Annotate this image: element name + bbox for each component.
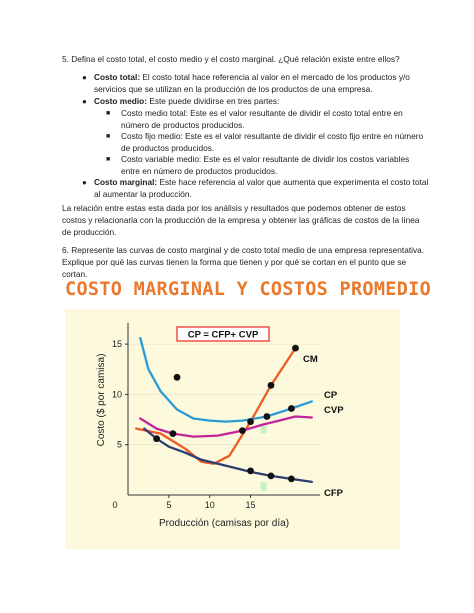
relation-line3: de producción.: [62, 227, 117, 237]
data-point-cm: [268, 382, 275, 389]
x-tick-label: 5: [166, 500, 172, 510]
min-cp-highlight: [261, 426, 267, 434]
question-6-line1: 6. Represente las curvas de costo marginal y de costo total medio de una empresa representativa.: [62, 245, 425, 255]
x-tick-label: 0: [112, 500, 118, 510]
series-label-cfp: CFP: [324, 488, 343, 499]
costo-marginal-text: Este hace referencia al valor que aumenta que experimenta el costo total: [157, 177, 429, 187]
y-axis-title: Costo ($ por camisa): [96, 353, 107, 447]
costo-marginal-line2: al aumentar la producción.: [94, 189, 192, 199]
data-point-cp: [288, 405, 295, 412]
question-6-line2: Explique por qué las curvas tienen la forma que tienen y por qué se cortan en el punto que se: [62, 257, 407, 267]
sub-bullet-1-line1: Costo medio total: Este es el valor resultante de dividir el costo total entre en: [121, 108, 403, 118]
figure-title: COSTO MARGINAL Y COSTOS PROMEDIO: [65, 279, 400, 309]
costo-total-line1: [94, 72, 410, 83]
data-point-cvp: [170, 430, 177, 437]
data-point-cm: [247, 418, 254, 425]
data-point-cfp: [247, 467, 254, 474]
x-tick-label: 10: [204, 500, 215, 510]
x-axis-title: Producción (camisas por día): [158, 518, 290, 529]
question-5: 5. Defina el costo total, el costo medio y el costo marginal. ¿Qué relación existe entre ellos?: [62, 54, 400, 64]
data-point-cfp: [268, 472, 275, 479]
sub-bullet-3-line2: entre en número de productos producidos.: [121, 166, 278, 176]
data-point-cp: [263, 413, 270, 420]
costo-medio-text: Este puede dividirse en tres partes:: [147, 96, 280, 106]
square-bullet-icon: ■: [106, 110, 111, 117]
costo-medio-label: Costo medio:: [94, 96, 148, 106]
series-label-cp: CP: [324, 390, 338, 401]
sub-bullet-2-line2: de productos producidos.: [121, 143, 215, 153]
sub-bullet-1-line2: número de productos producidos.: [121, 120, 245, 130]
sub-bullet-2-line1: Costo fijo medio: Este es el valor resultante de dividir el costo fijo entre en número: [121, 131, 424, 141]
data-point-cm: [292, 345, 299, 352]
costo-marginal-line1: [94, 177, 428, 188]
y-tick-label: 15: [111, 339, 122, 350]
costo-total-text: El costo total hace referencia al valor en el mercado de los productos y/o: [140, 72, 410, 82]
data-point-cfp: [288, 476, 295, 483]
costo-medio-line: [94, 96, 279, 107]
sub-bullet-3-line1: Costo variable medio: Este es el valor resultante de dividir los costos variables: [121, 154, 410, 164]
y-tick-label: 5: [116, 439, 122, 450]
cost-curves-chart: [65, 279, 400, 549]
relation-line1: La relación entre estas esta dada por los análisis y resultados que podemos obtener de estos: [62, 203, 406, 213]
series-label-cvp: CVP: [324, 405, 344, 416]
min-cfp-highlight: [261, 482, 267, 491]
bullet-icon: ●: [82, 178, 87, 187]
data-point-cp: [174, 374, 181, 381]
series-label-cm: CM: [303, 354, 318, 365]
bullet-icon: ●: [82, 97, 87, 106]
data-point-cvp: [239, 427, 246, 434]
data-point-cfp: [153, 435, 160, 442]
question-6-line3: cortan.: [62, 269, 88, 279]
costo-total-line2: servicios que se utilizan en la producción de los productos de una empresa.: [94, 84, 373, 94]
relation-line2: costos y relacionarla con la producción de la empresa y obtener las gráficas de costos de la línea: [62, 215, 420, 225]
square-bullet-icon: ■: [106, 133, 111, 140]
cost-curves-figure: [65, 279, 432, 549]
square-bullet-icon: ■: [106, 156, 111, 163]
costo-total-label: Costo total:: [94, 72, 141, 82]
y-tick-label: 10: [111, 389, 122, 400]
costo-marginal-label: Costo marginal:: [94, 177, 158, 187]
bullet-icon: ●: [82, 73, 87, 82]
formula-label: CP = CFP+ CVP: [187, 329, 259, 341]
x-tick-label: 15: [245, 500, 256, 510]
